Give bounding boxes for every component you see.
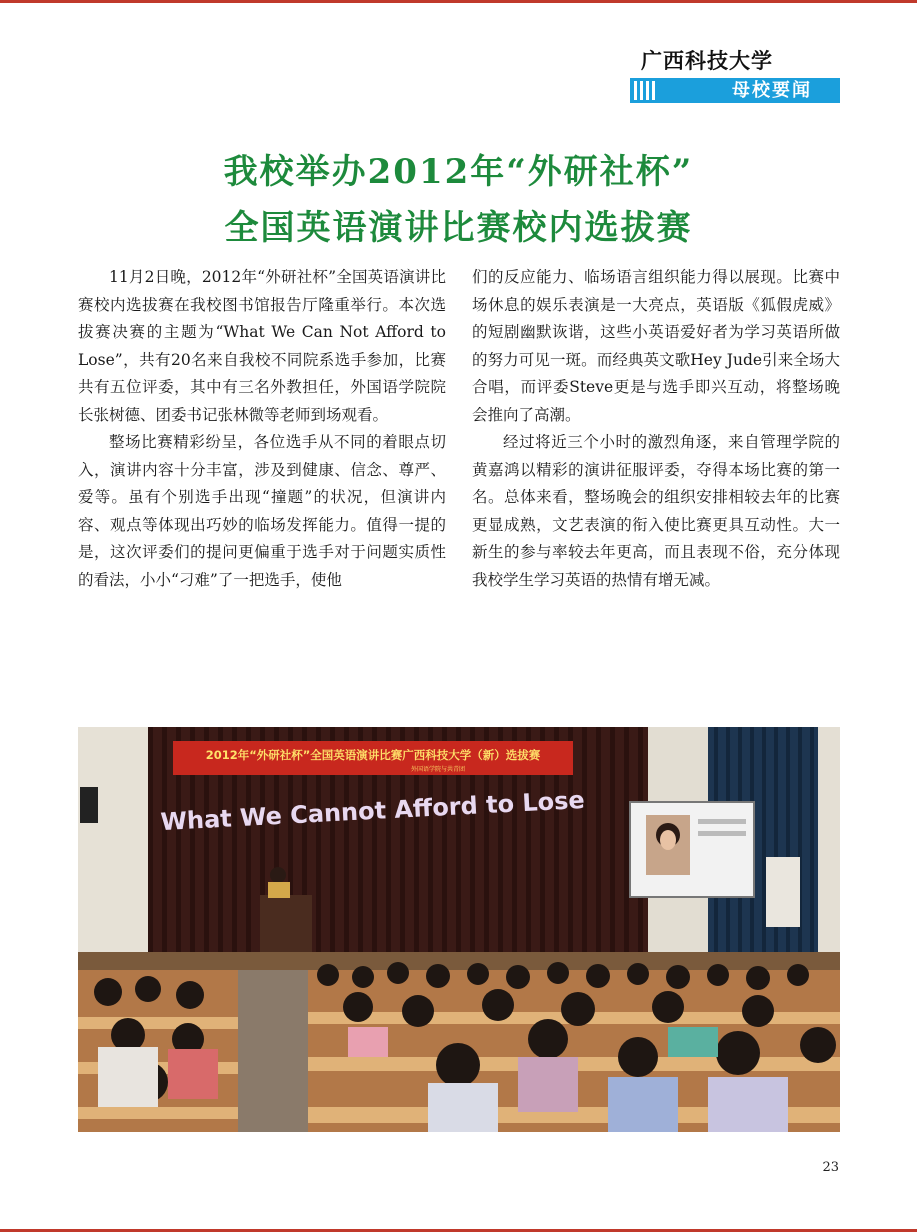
article-paragraph-4: 经过将近三个小时的激烈角逐，来自管理学院的黄嘉鸿以精彩的演讲征服评委，夺得本场比赛的第一名。总体来看，整场晚会的组织安排相较去年的比赛更显成熟，文艺表演的衔入使比赛更具互动性。大一新生的参与率较去年更高，而且表现不俗，充分体现我校学生学习英语的热情有增无减。 bbox=[472, 433, 840, 589]
school-name: 广西科技大学 bbox=[641, 48, 773, 73]
event-photo bbox=[78, 727, 840, 1132]
section-stripes-icon bbox=[634, 81, 656, 100]
page-number: 23 bbox=[822, 1160, 839, 1175]
article-column-left bbox=[78, 264, 446, 594]
article-paragraph-1: 11月2日晚，2012年“外研社杯”全国英语演讲比赛校内选拔赛在我校图书馆报告厅隆重举行。本次选拔赛决赛的主题为“What We Can Not Afford to Lose”，共有20名来自我校不同院系选手参加，比赛共有五位评委，其中有三名外教担任，外国语学院院长张树德、团委书记张林微等老师到场观看。 bbox=[78, 268, 446, 424]
article-title-line2: 全国英语演讲比赛校内选拔赛 bbox=[224, 208, 693, 248]
stage-banner-text: 2012年“外研社杯”全国英语演讲比赛广西科技大学（新）选拔赛 bbox=[205, 748, 541, 762]
top-border-rule bbox=[0, 0, 917, 3]
article-paragraph-3: 们的反应能力、临场语言组织能力得以展现。比赛中场休息的娱乐表演是一大亮点，英语版《狐假虎威》的短剧幽默诙谐，这些小英语爱好者为学习英语所做的努力可见一斑。而经典英文歌Hey Jude引来全场大合唱，而评委Steve更是与选手即兴互动，将整场晚会推向了高潮。 bbox=[472, 268, 840, 424]
section-label: 母校要闻 bbox=[732, 80, 812, 101]
article-title-line1: 我校举办2012年“外研社杯” bbox=[223, 152, 694, 192]
section-bar bbox=[630, 78, 840, 103]
podium bbox=[260, 895, 312, 953]
stage-banner-subtext: 外国语学院与共青团 bbox=[410, 766, 466, 773]
stage-slogan: What We Cannot Afford to Lose bbox=[159, 785, 586, 837]
article-column-right bbox=[472, 264, 840, 594]
masthead bbox=[629, 48, 839, 74]
article-paragraph-2: 整场比赛精彩纷呈，各位选手从不同的着眼点切入，演讲内容十分丰富，涉及到健康、信念、尊严、爱等。虽有个别选手出现“撞题”的状况，但演讲内容、观点等体现出巧妙的临场发挥能力。值得一提的是，这次评委们的提问更偏重于选手对于问题实质性的看法，小小“刁难”了一把选手，使他 bbox=[78, 433, 446, 589]
